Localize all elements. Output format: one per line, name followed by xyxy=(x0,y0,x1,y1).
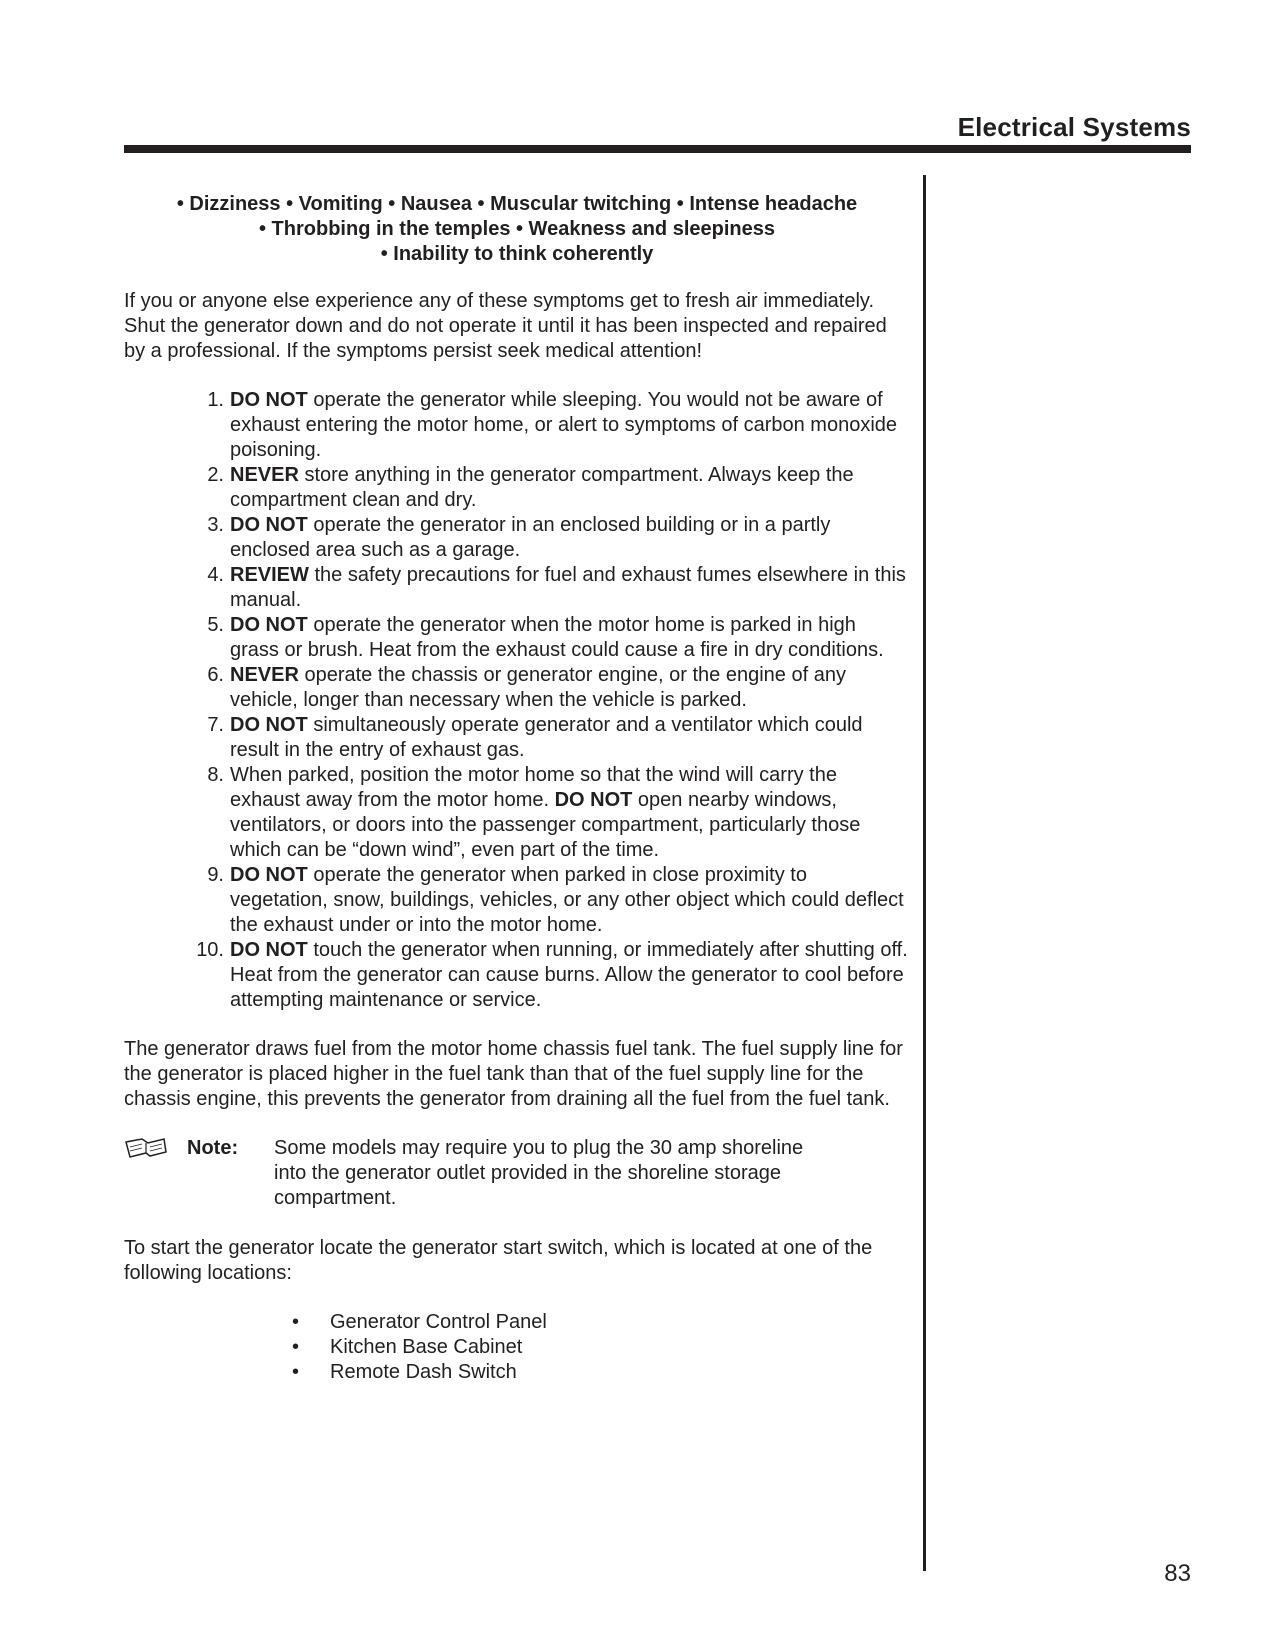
item-number: 9. xyxy=(207,864,224,886)
bullet: • xyxy=(292,1361,300,1383)
list-item xyxy=(292,1335,910,1360)
item-number: 7. xyxy=(207,714,224,736)
item-text: touch the generator when running, or immediately after shutting off. Heat from the generator can cause burns. Allow the generator to cool before attempting maintenance or service. xyxy=(230,939,908,1011)
item-number: 8. xyxy=(207,764,224,786)
locations-list xyxy=(124,1310,910,1385)
bullet: • xyxy=(292,1336,300,1358)
book-icon xyxy=(124,1136,168,1160)
item-number: 6. xyxy=(207,664,224,686)
item-lead: DO NOT xyxy=(230,714,308,736)
list-item xyxy=(194,463,910,513)
list-item xyxy=(292,1310,910,1335)
list-item xyxy=(194,763,910,863)
list-item xyxy=(194,513,910,563)
item-lead: DO NOT xyxy=(554,789,633,811)
header-rule xyxy=(124,145,1191,153)
location-text: Kitchen Base Cabinet xyxy=(330,1336,523,1358)
list-item xyxy=(194,613,910,663)
item-number: 1. xyxy=(207,389,224,411)
list-item xyxy=(194,663,910,713)
item-lead: NEVER xyxy=(230,664,299,686)
list-item xyxy=(194,388,910,463)
symptoms-list xyxy=(124,192,910,267)
item-text: operate the generator in an enclosed building or in a partly enclosed area such as a garage. xyxy=(230,514,831,561)
note-block xyxy=(124,1136,910,1214)
item-text: open nearby windows, ventilators, or doors into the passenger compartment, particularly those which can be “down wind”, even part of the time. xyxy=(230,789,861,861)
location-text: Generator Control Panel xyxy=(330,1311,547,1333)
note-text: Some models may require you to plug the 30 amp shoreline into the generator outlet provided in the shoreline storage compartment. xyxy=(274,1137,804,1209)
item-text: store anything in the generator compartment. Always keep the compartment clean and dry. xyxy=(230,464,854,511)
symptoms-advice-paragraph: If you or anyone else experience any of these symptoms get to fresh air immediately. Shut the generator down and do not operate it until it has been inspected and repaired by a professional. If the symptoms persist seek medical attention! xyxy=(124,290,887,362)
item-lead: DO NOT xyxy=(230,939,308,961)
item-lead: DO NOT xyxy=(230,389,308,411)
item-number: 3. xyxy=(207,514,224,536)
item-number: 10. xyxy=(196,939,224,961)
list-item xyxy=(194,863,910,938)
list-item xyxy=(194,938,910,1013)
start-switch-paragraph: To start the generator locate the generator start switch, which is located at one of the following locations: xyxy=(124,1237,873,1284)
list-item xyxy=(194,713,910,763)
item-text: operate the generator while sleeping. You would not be aware of exhaust entering the motor home, or alert to symptoms of carbon monoxide poisoning. xyxy=(230,389,898,461)
page-number: 83 xyxy=(1164,1560,1191,1587)
bullet: • xyxy=(292,1311,300,1333)
item-text: operate the chassis or generator engine, or the engine of any vehicle, longer than necessary when the vehicle is parked. xyxy=(230,664,846,711)
item-lead: DO NOT xyxy=(230,614,308,636)
item-lead: REVIEW xyxy=(230,564,309,586)
fuel-supply-paragraph: The generator draws fuel from the motor home chassis fuel tank. The fuel supply line for the generator is placed higher in the fuel tank than that of the fuel supply line for the chassis engine, this prevents the generator from draining all the fuel from the fuel tank. xyxy=(124,1038,903,1110)
item-lead: NEVER xyxy=(230,464,299,486)
item-lead: DO NOT xyxy=(230,514,308,536)
item-number: 4. xyxy=(207,564,224,586)
list-item xyxy=(194,563,910,613)
item-text: simultaneously operate generator and a ventilator which could result in the entry of exhaust gas. xyxy=(230,714,863,761)
section-title: Electrical Systems xyxy=(957,112,1191,142)
item-text: operate the generator when the motor home is parked in high grass or brush. Heat from the exhaust could cause a fire in dry conditions. xyxy=(230,614,884,661)
item-text: operate the generator when parked in close proximity to vegetation, snow, buildings, vehicles, or any other object which could deflect the exhaust under or into the motor home. xyxy=(230,864,904,936)
symptoms-line: • Throbbing in the temples • Weakness and sleepiness xyxy=(259,218,775,240)
symptoms-line: • Inability to think coherently xyxy=(380,243,654,265)
item-text: the safety precautions for fuel and exhaust fumes elsewhere in this manual. xyxy=(230,564,906,611)
symptoms-line: • Dizziness • Vomiting • Nausea • Muscular twitching • Intense headache xyxy=(176,193,858,215)
list-item xyxy=(292,1360,910,1385)
page-content xyxy=(124,192,910,1385)
item-lead: DO NOT xyxy=(230,864,308,886)
item-number: 2. xyxy=(207,464,224,486)
column-rule xyxy=(923,175,926,1571)
precautions-list xyxy=(124,388,910,1013)
item-number: 5. xyxy=(207,614,224,636)
note-label: Note: xyxy=(187,1137,239,1159)
location-text: Remote Dash Switch xyxy=(330,1361,517,1383)
item-pre-text: When parked, position the motor home so that the wind will carry the exhaust away from the motor home. xyxy=(230,764,837,811)
